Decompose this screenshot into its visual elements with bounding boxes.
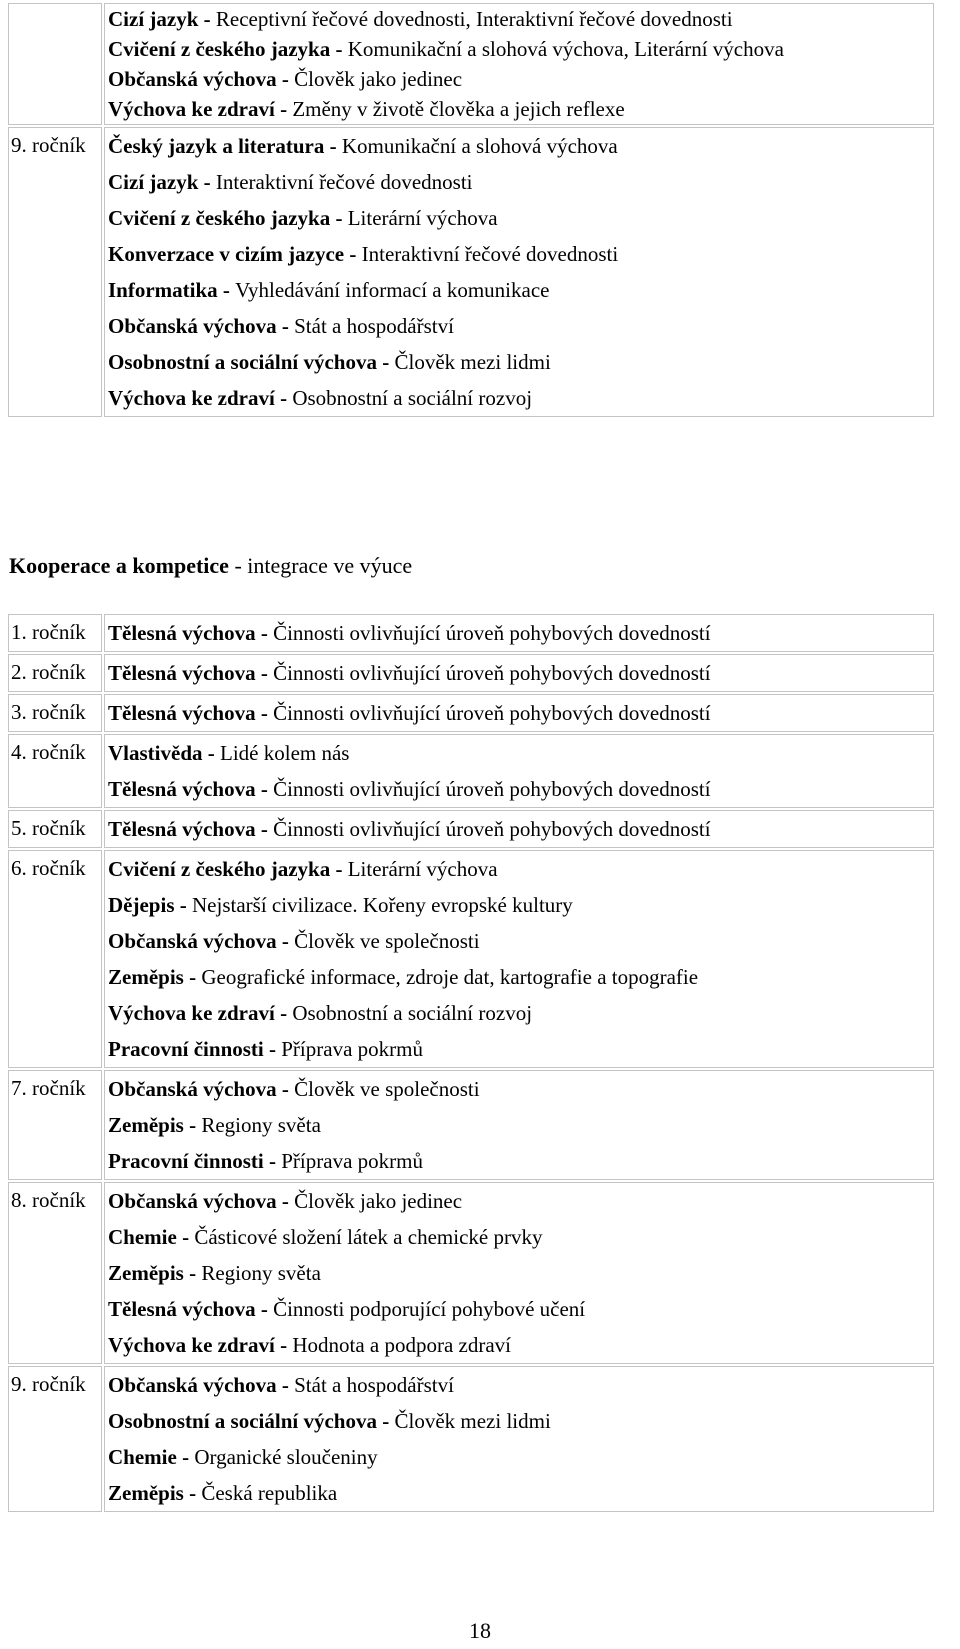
topic-name: Stát a hospodářství xyxy=(294,1373,454,1397)
subject-name: Informatika xyxy=(108,278,218,302)
topic-name: Člověk jako jedinec xyxy=(294,1189,463,1213)
subject-name: Tělesná výchova xyxy=(108,817,256,841)
integration-table-kooperace xyxy=(6,612,936,1514)
subject-entry xyxy=(108,1403,930,1439)
topic-name: Člověk jako jedinec xyxy=(294,67,463,91)
subject-name: Tělesná výchova xyxy=(108,621,256,645)
topic-name: Činnosti podporující pohybové učení xyxy=(273,1297,586,1321)
subject-separator: - xyxy=(276,314,295,338)
subjects-cell xyxy=(104,1070,934,1180)
topic-name: Osobnostní a sociální rozvoj xyxy=(292,386,533,410)
topic-name: Regiony světa xyxy=(201,1261,321,1285)
grade-cell: 1. ročník xyxy=(8,614,102,652)
subject-name: Občanská výchova xyxy=(108,1077,277,1101)
subject-separator: - xyxy=(183,1261,202,1285)
subject-entry xyxy=(108,200,930,236)
table-row xyxy=(8,850,934,1068)
topic-name: Činnosti ovlivňující úroveň pohybových dovedností xyxy=(273,817,711,841)
subject-name: Občanská výchova xyxy=(108,314,277,338)
subject-separator: - xyxy=(174,893,192,917)
table-row xyxy=(8,127,934,417)
subject-separator: - xyxy=(255,701,274,725)
topic-name: Regiony světa xyxy=(201,1113,321,1137)
topic-name: Vyhledávání informací a komunikace xyxy=(235,278,550,302)
subject-separator: - xyxy=(198,170,216,194)
subject-name: Občanská výchova xyxy=(108,67,277,91)
table-row xyxy=(8,1070,934,1180)
subject-entry xyxy=(108,735,930,771)
topic-name: Člověk mezi lidmi xyxy=(394,1409,551,1433)
topic-name: Stát a hospodářství xyxy=(294,314,454,338)
subject-name: Občanská výchova xyxy=(108,1189,277,1213)
subject-separator: - xyxy=(330,857,348,881)
subject-name: Tělesná výchova xyxy=(108,1297,256,1321)
subject-entry xyxy=(108,1367,930,1403)
subject-name: Tělesná výchova xyxy=(108,777,256,801)
topic-name: Činnosti ovlivňující úroveň pohybových dovedností xyxy=(273,701,711,725)
section-heading xyxy=(9,553,412,579)
table-row xyxy=(8,694,934,732)
grade-cell xyxy=(8,3,102,125)
subject-entry xyxy=(108,771,930,807)
subject-separator: - xyxy=(344,242,362,266)
subject-separator: - xyxy=(274,1001,293,1025)
grade-cell: 8. ročník xyxy=(8,1182,102,1364)
subject-separator: - xyxy=(183,965,202,989)
subject-entry xyxy=(108,94,930,124)
topic-name: Změny v životě člověka a jejich reflexe xyxy=(292,97,625,121)
topic-name: Nejstarší civilizace. Kořeny evropské kultury xyxy=(192,893,573,917)
subject-entry xyxy=(108,1439,930,1475)
topic-name: Příprava pokrmů xyxy=(281,1149,423,1173)
subject-name: Pracovní činnosti xyxy=(108,1149,264,1173)
subject-separator: - xyxy=(217,278,236,302)
subject-separator: - xyxy=(183,1113,202,1137)
subject-name: Vlastivěda xyxy=(108,741,203,765)
subject-separator: - xyxy=(330,206,348,230)
topic-name: Komunikační a slohová výchova, Literární výchova xyxy=(347,37,784,61)
subject-separator: - xyxy=(274,97,293,121)
table-row xyxy=(8,810,934,848)
section-heading-subtitle: - integrace ve výuce xyxy=(228,553,413,578)
subject-entry xyxy=(108,380,930,416)
subject-separator: - xyxy=(202,741,220,765)
subjects-cell xyxy=(104,1366,934,1512)
subject-entry xyxy=(108,1327,930,1363)
subject-name: Konverzace v cizím jazyce xyxy=(108,242,345,266)
subject-separator: - xyxy=(255,1297,274,1321)
subject-name: Cizí jazyk xyxy=(108,7,199,31)
subject-name: Osobnostní a sociální výchova xyxy=(108,1409,377,1433)
subject-entry xyxy=(108,959,930,995)
subject-separator: - xyxy=(376,350,395,374)
subjects-cell xyxy=(104,1182,934,1364)
subject-name: Výchova ke zdraví xyxy=(108,1333,275,1357)
subject-name: Výchova ke zdraví xyxy=(108,1001,275,1025)
subject-entry xyxy=(108,1183,930,1219)
subject-separator: - xyxy=(176,1225,195,1249)
topic-name: Komunikační a slohová výchova xyxy=(341,134,618,158)
subject-entry xyxy=(108,887,930,923)
subject-entry xyxy=(108,1219,930,1255)
subjects-cell xyxy=(104,614,934,652)
subject-separator: - xyxy=(255,621,274,645)
subject-separator: - xyxy=(276,67,295,91)
subject-name: Dějepis xyxy=(108,893,175,917)
topic-name: Interaktivní řečové dovednosti xyxy=(361,242,619,266)
subject-name: Zeměpis xyxy=(108,1113,184,1137)
subject-entry xyxy=(108,615,930,651)
topic-name: Česká republika xyxy=(201,1481,338,1505)
subject-separator: - xyxy=(324,134,342,158)
subject-entry xyxy=(108,64,930,94)
topic-name: Člověk ve společnosti xyxy=(294,1077,480,1101)
subject-separator: - xyxy=(330,37,348,61)
table-row xyxy=(8,734,934,808)
subject-separator: - xyxy=(276,929,295,953)
table-row xyxy=(8,614,934,652)
subject-separator: - xyxy=(255,777,274,801)
topic-name: Literární výchova xyxy=(347,857,498,881)
subject-name: Český jazyk a literatura xyxy=(108,134,325,158)
grade-cell: 7. ročník xyxy=(8,1070,102,1180)
subjects-cell xyxy=(104,3,934,125)
subject-entry xyxy=(108,308,930,344)
table-row xyxy=(8,654,934,692)
subject-entry xyxy=(108,164,930,200)
subject-entry xyxy=(108,811,930,847)
grade-cell: 9. ročník xyxy=(8,1366,102,1512)
subject-entry xyxy=(108,851,930,887)
topic-name: Receptivní řečové dovednosti, Interaktivní řečové dovednosti xyxy=(215,7,733,31)
topic-name: Lidé kolem nás xyxy=(220,741,350,765)
subject-name: Výchova ke zdraví xyxy=(108,386,275,410)
topic-name: Činnosti ovlivňující úroveň pohybových dovedností xyxy=(273,621,711,645)
subject-separator: - xyxy=(198,7,216,31)
subject-name: Tělesná výchova xyxy=(108,661,256,685)
subject-entry xyxy=(108,1107,930,1143)
table-row xyxy=(8,1182,934,1364)
subjects-cell xyxy=(104,734,934,808)
subject-separator: - xyxy=(176,1445,195,1469)
subject-separator: - xyxy=(276,1189,295,1213)
grade-cell: 9. ročník xyxy=(8,127,102,417)
subject-entry xyxy=(108,1031,930,1067)
subject-entry xyxy=(108,1291,930,1327)
table-row xyxy=(8,3,934,125)
table-row xyxy=(8,1366,934,1512)
subject-entry xyxy=(108,695,930,731)
subject-separator: - xyxy=(274,1333,293,1357)
subject-separator: - xyxy=(255,817,274,841)
topic-name: Člověk ve společnosti xyxy=(294,929,480,953)
topic-name: Osobnostní a sociální rozvoj xyxy=(292,1001,533,1025)
subject-entry xyxy=(108,4,930,34)
subject-name: Chemie xyxy=(108,1225,177,1249)
subject-entry xyxy=(108,655,930,691)
subject-name: Osobnostní a sociální výchova xyxy=(108,350,377,374)
subject-separator: - xyxy=(276,1077,295,1101)
subject-entry xyxy=(108,1071,930,1107)
subject-separator: - xyxy=(255,661,274,685)
grade-cell: 5. ročník xyxy=(8,810,102,848)
grade-cell: 2. ročník xyxy=(8,654,102,692)
subject-entry xyxy=(108,1475,930,1511)
grade-cell: 3. ročník xyxy=(8,694,102,732)
subject-name: Cvičení z českého jazyka xyxy=(108,206,331,230)
topic-name: Interaktivní řečové dovednosti xyxy=(215,170,473,194)
topic-name: Organické sloučeniny xyxy=(194,1445,378,1469)
subject-entry xyxy=(108,236,930,272)
subject-name: Výchova ke zdraví xyxy=(108,97,275,121)
topic-name: Částicové složení látek a chemické prvky xyxy=(194,1225,543,1249)
subject-name: Tělesná výchova xyxy=(108,701,256,725)
subject-name: Občanská výchova xyxy=(108,929,277,953)
subjects-cell xyxy=(104,694,934,732)
subject-separator: - xyxy=(263,1149,282,1173)
subject-entry xyxy=(108,128,930,164)
topic-name: Hodnota a podpora zdraví xyxy=(292,1333,512,1357)
subject-entry xyxy=(108,995,930,1031)
topic-name: Literární výchova xyxy=(347,206,498,230)
subject-name: Pracovní činnosti xyxy=(108,1037,264,1061)
grade-cell: 4. ročník xyxy=(8,734,102,808)
subject-separator: - xyxy=(276,1373,295,1397)
subjects-cell xyxy=(104,127,934,417)
subject-separator: - xyxy=(274,386,293,410)
subjects-cell xyxy=(104,654,934,692)
subject-name: Cvičení z českého jazyka xyxy=(108,37,331,61)
subject-entry xyxy=(108,344,930,380)
subject-name: Zeměpis xyxy=(108,1481,184,1505)
grade-cell: 6. ročník xyxy=(8,850,102,1068)
subject-separator: - xyxy=(263,1037,282,1061)
integration-table-top xyxy=(6,1,936,419)
subject-entry xyxy=(108,34,930,64)
subject-name: Zeměpis xyxy=(108,965,184,989)
subject-name: Zeměpis xyxy=(108,1261,184,1285)
subject-name: Cvičení z českého jazyka xyxy=(108,857,331,881)
subject-name: Chemie xyxy=(108,1445,177,1469)
subjects-cell xyxy=(104,850,934,1068)
subject-name: Cizí jazyk xyxy=(108,170,199,194)
subject-separator: - xyxy=(183,1481,202,1505)
topic-name: Činnosti ovlivňující úroveň pohybových dovedností xyxy=(273,777,711,801)
subject-separator: - xyxy=(376,1409,395,1433)
topic-name: Příprava pokrmů xyxy=(281,1037,423,1061)
subject-entry xyxy=(108,1255,930,1291)
topic-name: Geografické informace, zdroje dat, kartografie a topografie xyxy=(201,965,699,989)
subject-entry xyxy=(108,272,930,308)
subjects-cell xyxy=(104,810,934,848)
subject-entry xyxy=(108,923,930,959)
page-number: 18 xyxy=(469,1618,491,1643)
subject-name: Občanská výchova xyxy=(108,1373,277,1397)
subject-entry xyxy=(108,1143,930,1179)
topic-name: Člověk mezi lidmi xyxy=(394,350,551,374)
topic-name: Činnosti ovlivňující úroveň pohybových dovedností xyxy=(273,661,711,685)
section-heading-title: Kooperace a kompetice xyxy=(9,553,229,578)
